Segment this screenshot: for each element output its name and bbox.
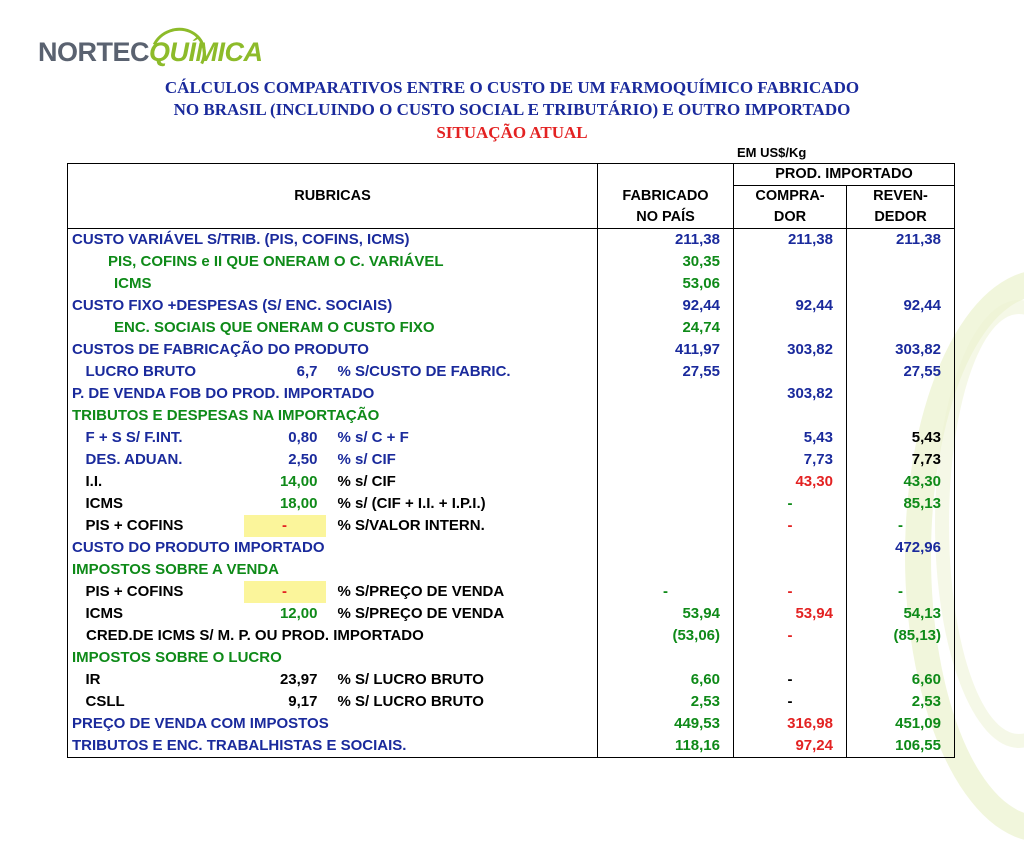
row-label: IMPOSTOS SOBRE A VENDA — [68, 559, 598, 581]
row-rate: 12,00 — [279, 605, 318, 622]
fabricado-value: 53,94 — [598, 603, 734, 625]
fabricado-value: 92,44 — [598, 295, 734, 317]
row-indent — [68, 669, 86, 691]
fabricado-value: 27,55 — [598, 361, 734, 383]
table-row — [68, 559, 955, 581]
table-row — [68, 603, 955, 625]
title-line-3: SITUAÇÃO ATUAL — [436, 123, 588, 142]
row-label: CRED.DE ICMS S/ M. P. OU PROD. IMPORTADO — [68, 625, 598, 647]
fabricado-value — [598, 493, 734, 515]
table-row — [68, 251, 955, 273]
header-row-1 — [68, 164, 955, 186]
table-row — [68, 691, 955, 713]
row-rate: - — [244, 515, 326, 537]
row-indent — [68, 361, 86, 383]
row-indent — [68, 471, 86, 493]
revendedor-value: 451,09 — [847, 713, 955, 735]
revendedor-value: (85,13) — [847, 625, 955, 647]
comprador-value: - — [734, 515, 847, 537]
comprador-value: 5,43 — [734, 427, 847, 449]
comprador-value — [734, 361, 847, 383]
row-indent — [68, 427, 86, 449]
row-label: P. DE VENDA FOB DO PROD. IMPORTADO — [68, 383, 598, 405]
row-indent — [68, 581, 86, 603]
company-logo — [38, 26, 263, 78]
row-indent — [68, 691, 86, 713]
row-label: DES. ADUAN. — [85, 451, 183, 468]
row-label: IMPOSTOS SOBRE O LUCRO — [68, 647, 598, 669]
table-row — [68, 339, 955, 361]
comprador-value: 303,82 — [734, 383, 847, 405]
table-row — [68, 383, 955, 405]
table-row — [68, 361, 955, 383]
row-label: CUSTO VARIÁVEL S/TRIB. (PIS, COFINS, ICMS) — [68, 229, 598, 252]
comprador-value: 7,73 — [734, 449, 847, 471]
row-rate: - — [244, 581, 326, 603]
revendedor-value: 6,60 — [847, 669, 955, 691]
comprador-value: - — [734, 669, 847, 691]
fabricado-value — [598, 515, 734, 537]
row-label: F + S S/ F.INT. — [85, 429, 183, 446]
row-gap — [326, 361, 334, 383]
row-rate: 6,7 — [296, 363, 318, 380]
table-row — [68, 647, 955, 669]
table-row — [68, 515, 955, 537]
row-label: PIS + COFINS — [85, 517, 184, 534]
row-indent — [68, 603, 86, 625]
revendedor-value — [847, 405, 955, 427]
row-gap — [326, 515, 334, 537]
comprador-value — [734, 559, 847, 581]
fabricado-value — [598, 449, 734, 471]
header-fabricado: FABRICADO — [598, 186, 734, 208]
table-row — [68, 625, 955, 647]
row-label: IR — [85, 671, 101, 688]
table-row — [68, 317, 955, 339]
comprador-value — [734, 647, 847, 669]
revendedor-value: 92,44 — [847, 295, 955, 317]
row-label: ICMS — [85, 605, 123, 622]
fabricado-value — [598, 405, 734, 427]
title-line-1: CÁLCULOS COMPARATIVOS ENTRE O CUSTO DE UM FARMOQUÍMICO FABRICADO — [164, 78, 860, 97]
fabricado-value — [598, 471, 734, 493]
row-label: ENC. SOCIAIS QUE ONERAM O CUSTO FIXO — [68, 317, 598, 339]
header-no-pais: NO PAÍS — [598, 207, 734, 229]
fabricado-value: 6,60 — [598, 669, 734, 691]
row-label: ICMS — [68, 273, 598, 295]
revendedor-value — [847, 273, 955, 295]
comprador-value: 316,98 — [734, 713, 847, 735]
table-row — [68, 493, 955, 515]
fabricado-value: 30,35 — [598, 251, 734, 273]
row-description: % s/ C + F — [334, 427, 598, 449]
header-rubricas: RUBRICAS — [68, 186, 598, 208]
logo-nortec: NORTEC — [38, 37, 149, 67]
revendedor-value: 211,38 — [847, 229, 955, 252]
revendedor-value: - — [847, 515, 955, 537]
comprador-value — [734, 273, 847, 295]
table-row — [68, 427, 955, 449]
revendedor-value: 303,82 — [847, 339, 955, 361]
fabricado-value: 24,74 — [598, 317, 734, 339]
row-gap — [326, 449, 334, 471]
fabricado-value — [598, 427, 734, 449]
revendedor-value: 54,13 — [847, 603, 955, 625]
fabricado-value: 118,16 — [598, 735, 734, 758]
table-row — [68, 735, 955, 758]
row-rate: 0,80 — [288, 429, 318, 446]
table-row — [68, 229, 955, 252]
row-label: PIS, COFINS e II QUE ONERAM O C. VARIÁVEL — [68, 251, 598, 273]
row-label: CUSTOS DE FABRICAÇÃO DO PRODUTO — [68, 339, 598, 361]
row-description: % S/VALOR INTERN. — [334, 515, 598, 537]
comprador-value: 92,44 — [734, 295, 847, 317]
comprador-value: 303,82 — [734, 339, 847, 361]
row-indent — [68, 449, 86, 471]
comparison-table — [67, 163, 955, 758]
row-description: % S/PREÇO DE VENDA — [334, 603, 598, 625]
row-label: ICMS — [85, 495, 123, 512]
row-label: CUSTO FIXO +DESPESAS (S/ ENC. SOCIAIS) — [68, 295, 598, 317]
title-line-2: NO BRASIL (INCLUINDO O CUSTO SOCIAL E TRIBUTÁRIO) E OUTRO IMPORTADO — [173, 100, 851, 119]
revendedor-value: 5,43 — [847, 427, 955, 449]
revendedor-value: 85,13 — [847, 493, 955, 515]
row-label: LUCRO BRUTO — [85, 363, 197, 380]
header-comprador: COMPRA- — [734, 186, 847, 208]
table-row — [68, 405, 955, 427]
header-prod-importado: PROD. IMPORTADO — [734, 164, 955, 186]
fabricado-value: - — [598, 581, 734, 603]
row-gap — [326, 603, 334, 625]
comprador-value: 97,24 — [734, 735, 847, 758]
comprador-value — [734, 251, 847, 273]
fabricado-value: 449,53 — [598, 713, 734, 735]
revendedor-value: 43,30 — [847, 471, 955, 493]
fabricado-value: (53,06) — [598, 625, 734, 647]
header-row-3 — [68, 207, 955, 229]
logo-quimica: QUÍMICA — [149, 37, 263, 67]
row-gap — [326, 427, 334, 449]
row-gap — [326, 471, 334, 493]
header-revendedor: REVEN- — [847, 186, 955, 208]
table-row — [68, 537, 955, 559]
table-row — [68, 449, 955, 471]
row-label: TRIBUTOS E ENC. TRABALHISTAS E SOCIAIS. — [68, 735, 598, 758]
fabricado-value — [598, 647, 734, 669]
revendedor-value: 7,73 — [847, 449, 955, 471]
fabricado-value: 211,38 — [598, 229, 734, 252]
row-description: % S/CUSTO DE FABRIC. — [334, 361, 598, 383]
row-rate: 18,00 — [279, 495, 318, 512]
row-rate: 2,50 — [288, 451, 318, 468]
row-gap — [326, 493, 334, 515]
revendedor-value — [847, 647, 955, 669]
row-indent — [68, 515, 86, 537]
fabricado-value: 411,97 — [598, 339, 734, 361]
table-row — [68, 273, 955, 295]
revendedor-value: - — [847, 581, 955, 603]
revendedor-value — [847, 251, 955, 273]
row-description: % S/ LUCRO BRUTO — [334, 691, 598, 713]
fabricado-value — [598, 559, 734, 581]
fabricado-value — [598, 537, 734, 559]
row-label: CSLL — [85, 693, 125, 710]
row-rate: 23,97 — [279, 671, 318, 688]
row-indent — [68, 493, 86, 515]
header-dedor: DEDOR — [847, 207, 955, 229]
revendedor-value: 472,96 — [847, 537, 955, 559]
header-dor: DOR — [734, 207, 847, 229]
comprador-value: - — [734, 493, 847, 515]
comprador-value — [734, 537, 847, 559]
row-label: I.I. — [85, 473, 103, 490]
table-row — [68, 471, 955, 493]
revendedor-value: 106,55 — [847, 735, 955, 758]
row-gap — [326, 581, 334, 603]
revendedor-value — [847, 559, 955, 581]
row-description: % S/ LUCRO BRUTO — [334, 669, 598, 691]
comprador-value — [734, 405, 847, 427]
row-rate: 9,17 — [288, 693, 318, 710]
comprador-value: 43,30 — [734, 471, 847, 493]
row-label: CUSTO DO PRODUTO IMPORTADO — [68, 537, 598, 559]
table-row — [68, 581, 955, 603]
revendedor-value: 27,55 — [847, 361, 955, 383]
comprador-value — [734, 317, 847, 339]
row-description: % s/ (CIF + I.I. + I.P.I.) — [334, 493, 598, 515]
table-row — [68, 669, 955, 691]
row-gap — [326, 669, 334, 691]
comprador-value: 211,38 — [734, 229, 847, 252]
header-row-2 — [68, 186, 955, 208]
row-description: % S/PREÇO DE VENDA — [334, 581, 598, 603]
fabricado-value: 53,06 — [598, 273, 734, 295]
revendedor-value — [847, 317, 955, 339]
unit-label: EM US$/Kg — [737, 145, 807, 160]
table-row — [68, 713, 955, 735]
row-label: TRIBUTOS E DESPESAS NA IMPORTAÇÃO — [68, 405, 598, 427]
row-gap — [326, 691, 334, 713]
row-rate: 14,00 — [279, 473, 318, 490]
revendedor-value — [847, 383, 955, 405]
fabricado-value — [598, 383, 734, 405]
row-label: PIS + COFINS — [85, 583, 184, 600]
comprador-value: - — [734, 581, 847, 603]
comprador-value: 53,94 — [734, 603, 847, 625]
comprador-value: - — [734, 691, 847, 713]
row-label: PREÇO DE VENDA COM IMPOSTOS — [68, 713, 598, 735]
fabricado-value: 2,53 — [598, 691, 734, 713]
comprador-value: - — [734, 625, 847, 647]
row-description: % s/ CIF — [334, 471, 598, 493]
table-row — [68, 295, 955, 317]
row-description: % s/ CIF — [334, 449, 598, 471]
revendedor-value: 2,53 — [847, 691, 955, 713]
